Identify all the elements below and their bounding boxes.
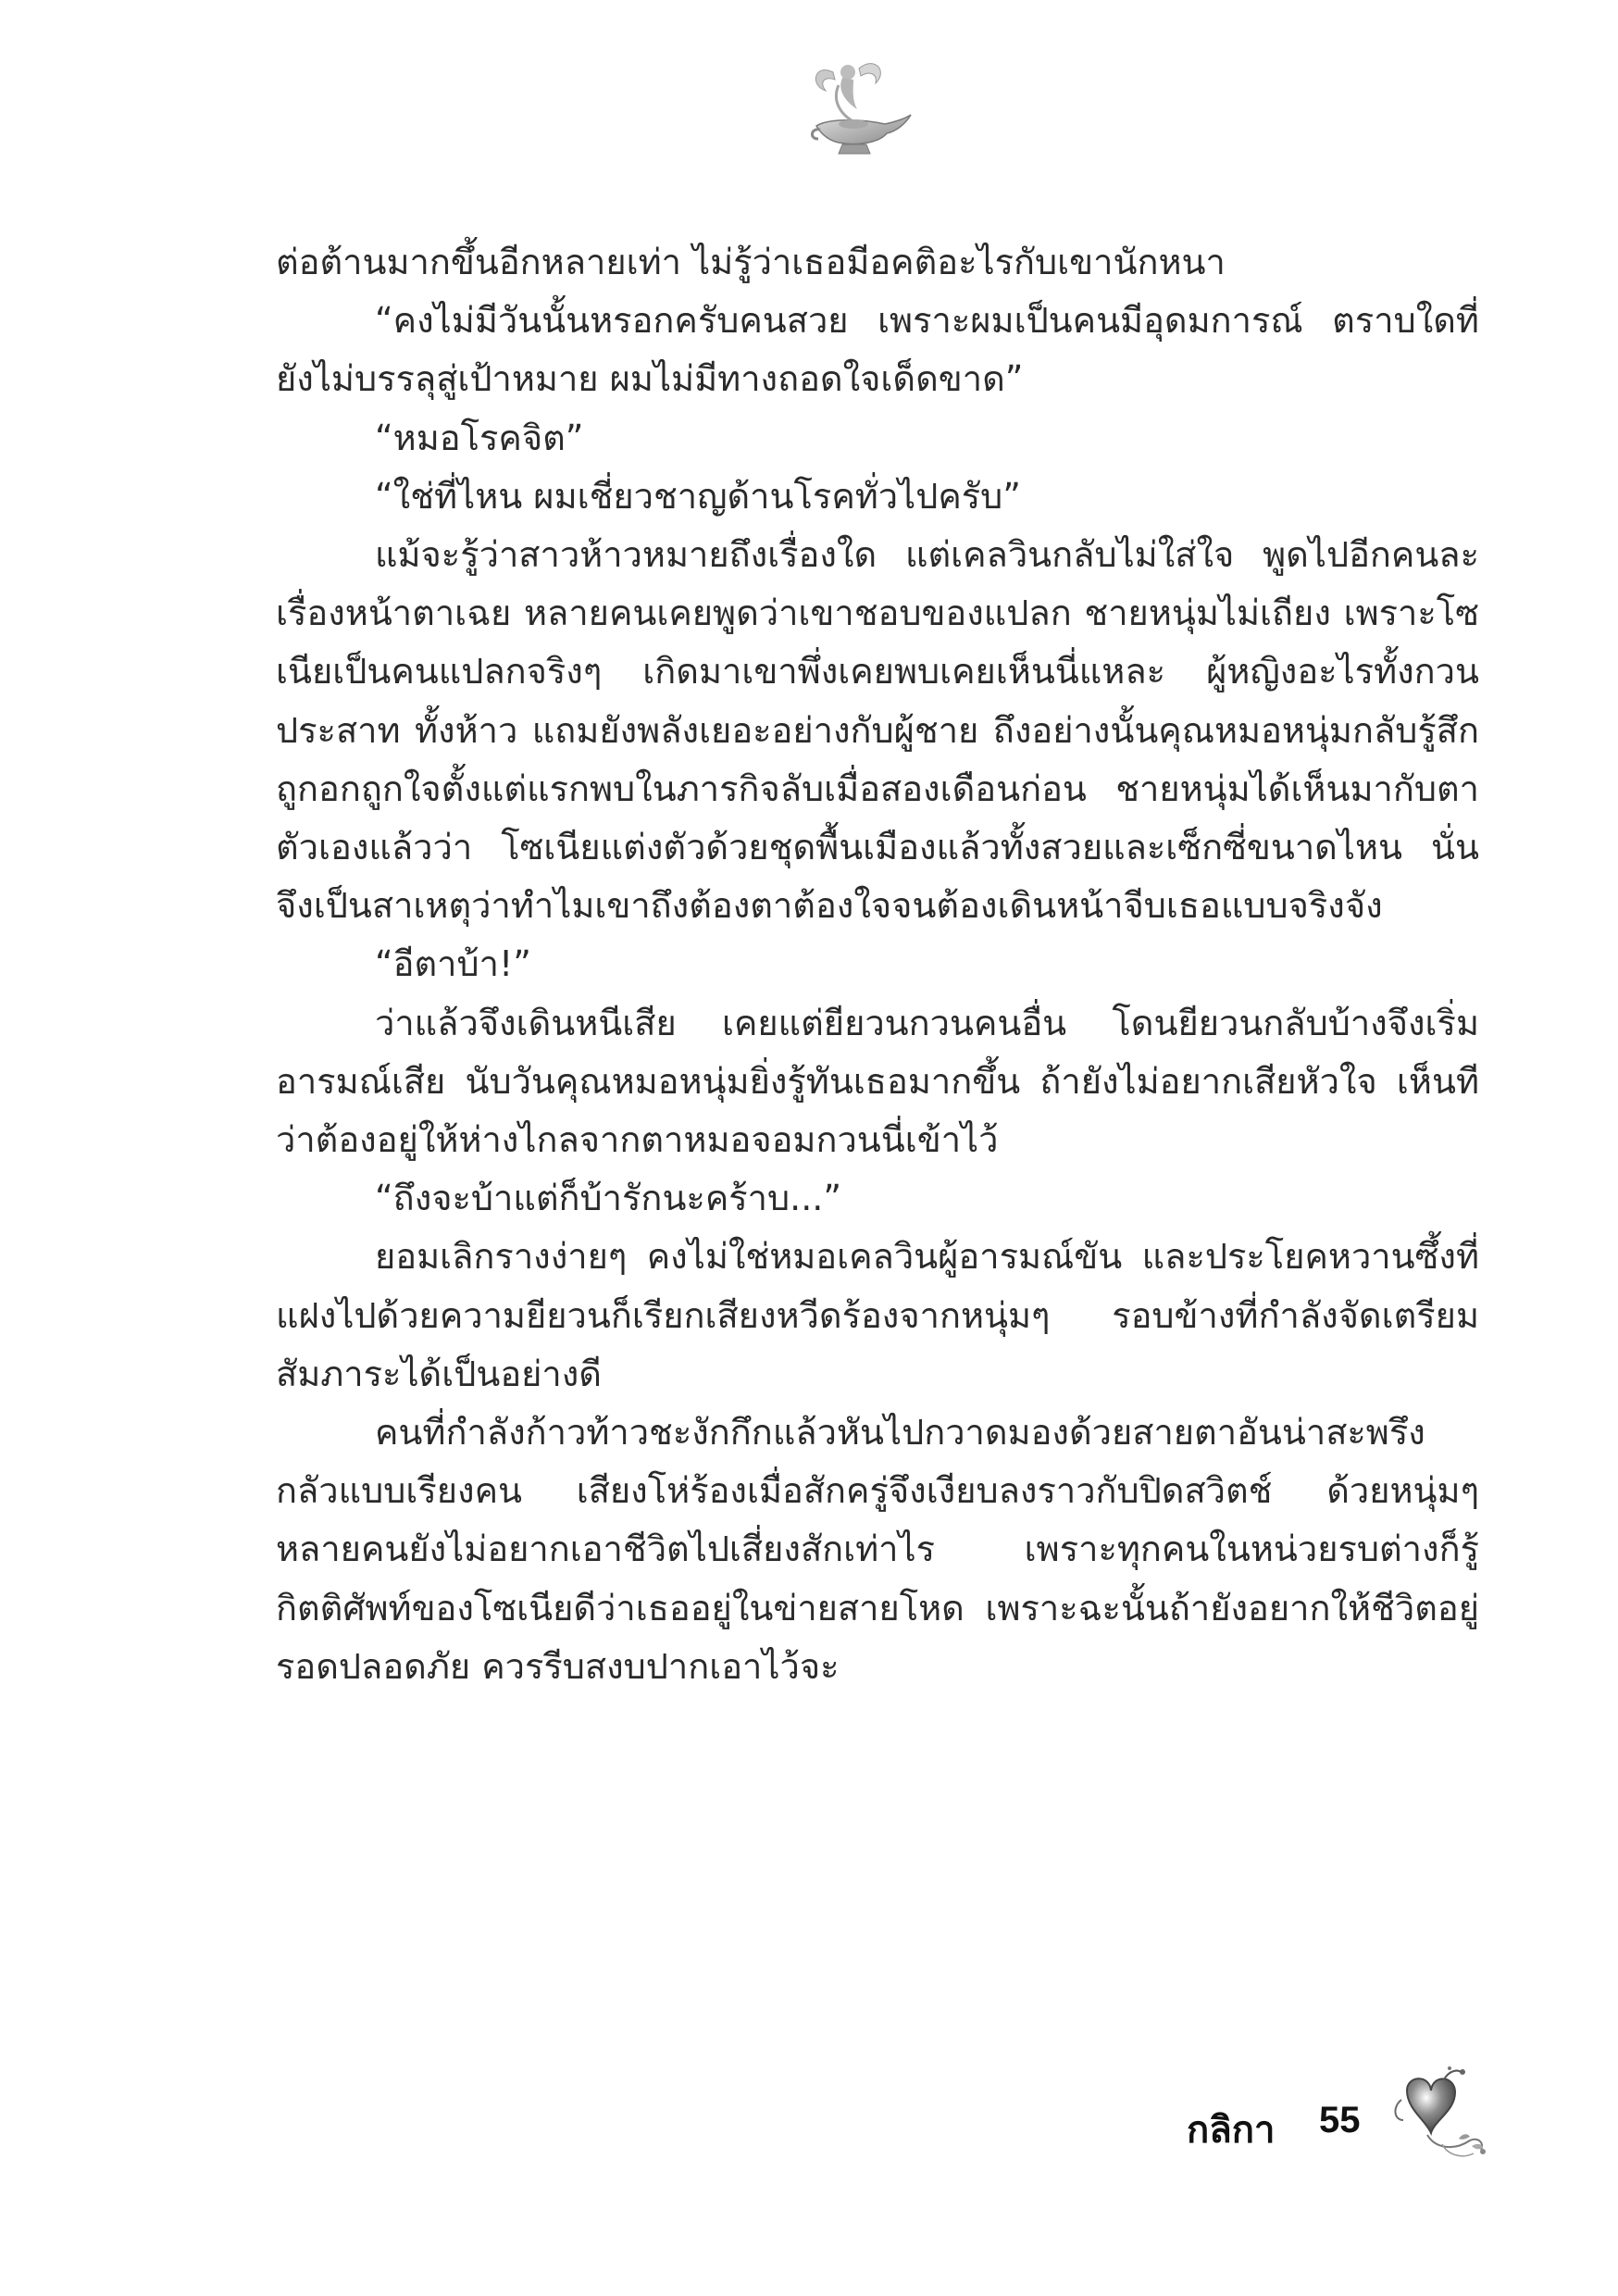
paragraph: “หมอโรคจิต” — [375, 417, 584, 458]
paragraph: “คงไม่มีวันนั้นหรอกครับคนสวย เพราะผมเป็นคนมีอุดมการณ์ ตราบใดที่ยังไม่บรรลุสู่เป้าหมาย ผมไม่มีทางถอดใจเด็ดขาด” — [276, 300, 1479, 400]
paragraph: “ใช่ที่ไหน ผมเชี่ยวชาญด้านโรคทั่วไปครับ” — [375, 475, 1021, 517]
paragraph: แม้จะรู้ว่าสาวห้าวหมายถึงเรื่องใด แต่เคลวินกลับไม่ใส่ใจ พูดไปอีกคนละเรื่องหน้าตาเฉย หลายคนเคยพูดว่าเขาชอบของแปลก ชายหนุ่มไม่เถียง เพราะโซเนียเป็นคนแปลกจริงๆ เกิดมาเขาพึ่งเคยพบเคยเห็นนี่แหละ ผู้หญิงอะไรทั้งกวนประสาท ทั้งห้าว แถมยังพลังเยอะอย่างกับผู้ชาย ถึงอย่างนั้นคุณหมอหนุ่มกลับรู้สึกถูกอกถูกใจตั้งแต่แรกพบในภารกิจลับเมื่อสองเดือนก่อน ชายหนุ่มได้เห็นมากับตาตัวเองแล้วว่า โซเนียแต่งตัวด้วยชุดพื้นเมืองแล้วทั้งสวยและเซ็กซี่ขนาดไหน นั่นจึงเป็นสาเหตุว่าทำไมเขาถึงต้องตาต้องใจจนต้องเดินหน้าจีบเธอแบบจริงจัง — [276, 534, 1479, 927]
book-title: กลิกา — [1187, 2109, 1276, 2152]
paragraph: ว่าแล้วจึงเดินหนีเสีย เคยแต่ยียวนกวนคนอื่น โดนยียวนกลับบ้างจึงเริ่มอารมณ์เสีย นับวันคุณหมอหนุ่มยิ่งรู้ทันเธอมากขึ้น ถ้ายังไม่อยากเสียหัวใจ เห็นทีว่าต้องอยู่ให้ห่างไกลจากตาหมอจอมกวนนี่เข้าไว้ — [276, 1002, 1479, 1161]
paragraph: “ถึงจะบ้าแต่ก็บ้ารักนะคร้าบ...” — [375, 1178, 842, 1219]
genie-lamp-icon — [805, 54, 916, 160]
paragraph: ยอมเลิกรางง่ายๆ คงไม่ใช่หมอเคลวินผู้อารมณ์ขัน และประโยคหวานซึ้งที่แฝงไปด้วยความยียวนก็เรียกเสียงหวีดร้องจากหนุ่มๆ รอบข้างที่กำลังจัดเตรียมสัมภาระได้เป็นอย่างดี — [276, 1236, 1479, 1394]
paragraph: ต่อต้านมากขึ้นอีกหลายเท่า ไม่รู้ว่าเธอมีอคติอะไรกับเขานักหนา — [276, 242, 1226, 282]
paragraph: “อีตาบ้า!” — [375, 943, 531, 985]
heart-ornament-icon — [1370, 2063, 1500, 2165]
body-text — [276, 233, 1479, 1696]
paragraph: คนที่กำลังก้าวท้าวชะงักกึกแล้วหันไปกวาดมองด้วยสายตาอันน่าสะพรึงกลัวแบบเรียงคน เสียงโห่ร้องเมื่อสักครู่จึงเงียบลงราวกับปิดสวิตช์ ด้วยหนุ่มๆ หลายคนยังไม่อยากเอาชีวิตไปเสี่ยงสักเท่าไร เพราะทุกคนในหน่วยรบต่างก็รู้กิตติศัพท์ของโซเนียดีว่าเธออยู่ในข่ายสายโหด เพราะฉะนั้นถ้ายังอยากให้ชีวิตอยู่รอดปลอดภัย ควรรีบสงบปากเอาไว้จะ — [276, 1412, 1479, 1687]
page-number: 55 — [1319, 2100, 1361, 2140]
